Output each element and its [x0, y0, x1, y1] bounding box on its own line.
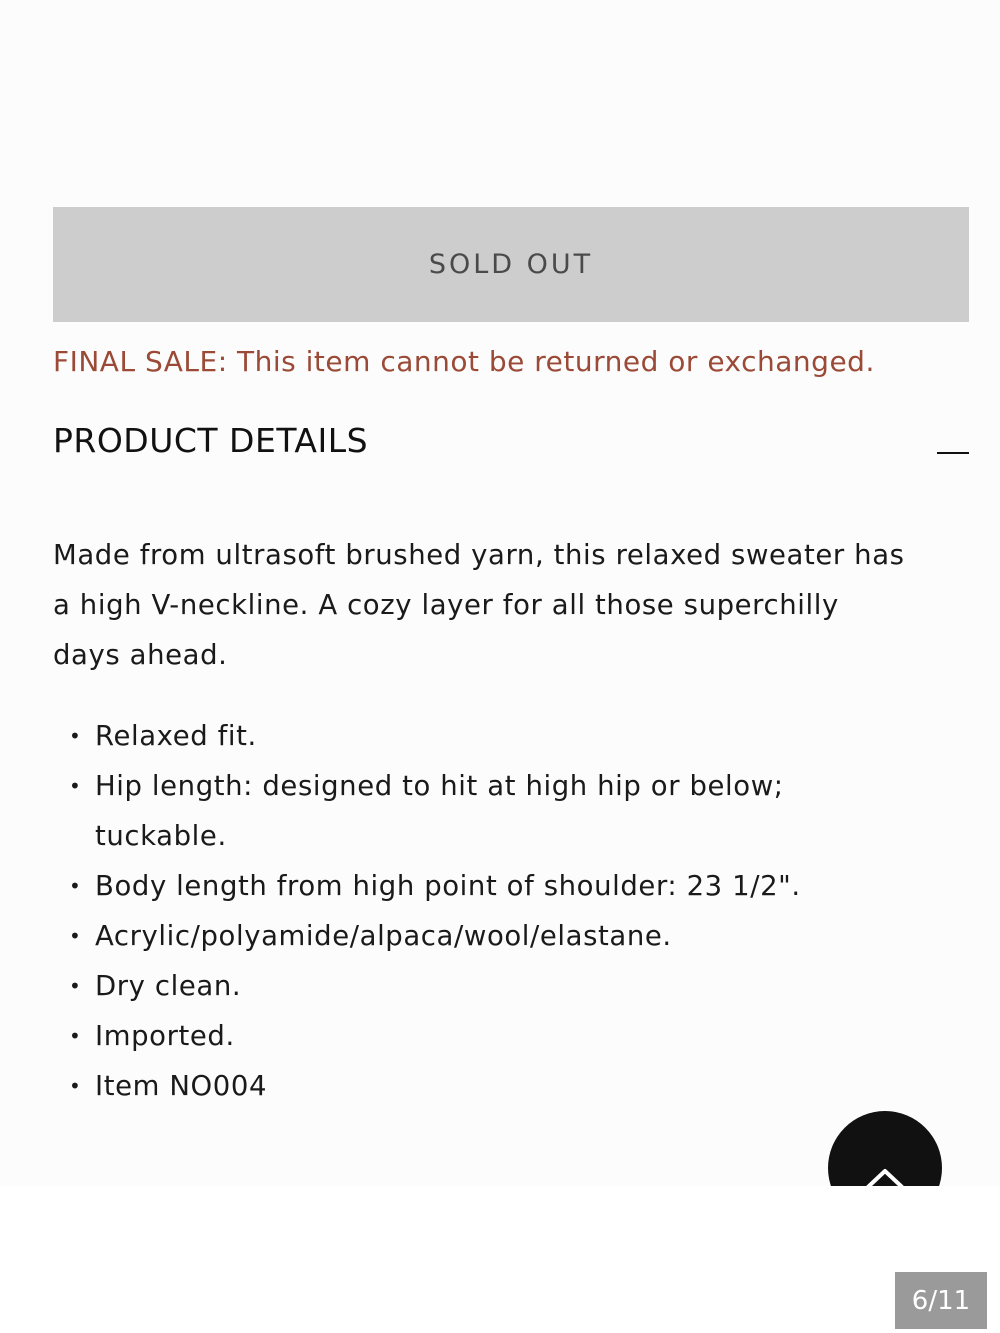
product-details-title: PRODUCT DETAILS — [53, 420, 369, 460]
final-sale-notice: FINAL SALE: This item cannot be returned or exchanged. — [53, 345, 875, 378]
bullet-icon: • — [69, 974, 82, 998]
feature-item: • Relaxed fit. — [53, 711, 913, 761]
feature-item: • Acrylic/polyamide/alpaca/wool/elastane. — [53, 911, 913, 961]
bullet-icon: • — [69, 874, 82, 898]
feature-item: • Hip length: designed to hit at high hip or below; tuckable. — [53, 761, 913, 861]
gallery-page-counter: 6/11 — [895, 1272, 987, 1329]
feature-item: • Body length from high point of shoulder: 23 1/2". — [53, 861, 913, 911]
feature-item: • Item NO004 — [53, 1061, 913, 1111]
bullet-icon: • — [69, 724, 82, 748]
minus-icon[interactable] — [937, 424, 969, 456]
product-details-toggle[interactable] — [53, 415, 969, 465]
feature-list — [53, 711, 913, 1111]
description-line: Made from ultrasoft brushed yarn, this relaxed sweater has — [53, 539, 905, 571]
feature-item: • Imported. — [53, 1011, 913, 1061]
description-line: a high V-neckline. A cozy layer for all those superchilly — [53, 589, 839, 621]
bullet-icon: • — [69, 774, 82, 798]
product-description — [53, 530, 978, 680]
sold-out-button[interactable] — [53, 207, 969, 322]
feature-item: • Dry clean. — [53, 961, 913, 1011]
bullet-icon: • — [69, 924, 82, 948]
sold-out-label: SOLD OUT — [428, 249, 594, 280]
bullet-icon: • — [69, 1024, 82, 1048]
bottom-area — [0, 1186, 1000, 1333]
description-line: days ahead. — [53, 639, 228, 671]
bullet-icon: • — [69, 1074, 82, 1098]
